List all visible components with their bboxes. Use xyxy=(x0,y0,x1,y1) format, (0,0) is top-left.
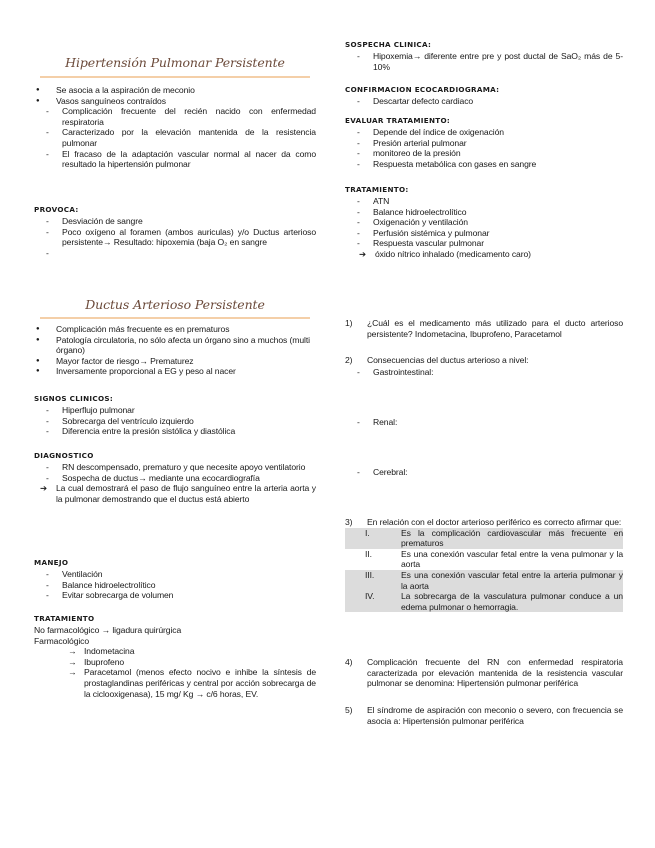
list-item: - Presión arterial pulmonar xyxy=(345,138,623,149)
list-item: - Respuesta vascular pulmonar xyxy=(345,238,623,249)
dap-title-underline xyxy=(40,317,310,319)
list-item: - Balance hidroelectrolítico xyxy=(34,580,316,591)
arrow-icon: → xyxy=(68,656,77,667)
farmacologico-text: Farmacológico xyxy=(34,635,90,646)
option-text: Es una conexión vascular fetal entre la vena pulmonar y la aorta xyxy=(401,548,623,570)
list-item: - Desviación de sangre xyxy=(34,216,316,227)
option-number: III. xyxy=(365,569,375,580)
list-item: - Oxigenación y ventilación xyxy=(345,217,623,228)
list-item: ● Complicación más frecuente es en prematuros xyxy=(34,324,316,335)
list-item xyxy=(345,249,623,260)
evaluar-heading: EVALUAR TRATAMIENTO: xyxy=(345,116,451,125)
question-text: En relación con el doctor arterioso periférico es correcto afirmar que: xyxy=(367,517,622,527)
question-number: 1) xyxy=(345,318,353,328)
no-farmacologico-text: No farmacológico → ligadura quirúrgica xyxy=(34,625,182,635)
evaluar-section xyxy=(345,116,623,169)
list-item: - Renal: xyxy=(345,417,623,428)
option-text: La sobrecarga de la vasculatura pulmonar conduce a un edema pulmonar o hemorragia. xyxy=(401,591,623,612)
question-number: 4) xyxy=(345,657,353,667)
list-item: - Evitar sobrecarga de volumen xyxy=(34,590,316,601)
drug-name: Ibuprofeno xyxy=(84,656,125,667)
confirmacion-heading: CONFIRMACION ECOCARDIOGRAMA: xyxy=(345,85,500,94)
dap-section xyxy=(34,324,316,377)
arrow-icon: ➔ xyxy=(359,248,367,259)
provoca-heading: PROVOCA: xyxy=(34,205,79,214)
list-item: - Descartar defecto cardiaco xyxy=(345,96,623,107)
hpp-provoca-section xyxy=(34,205,316,259)
question-text: Consecuencias del ductus arterioso a nivel: xyxy=(367,355,529,365)
sospecha-heading: SOSPECHA CLINICA: xyxy=(345,40,432,49)
list-item: - RN descompensado, prematuro y que necesite apoyo ventilatorio xyxy=(34,462,316,473)
question-text: Complicación frecuente del RN con enfermedad respiratoria caracterizada por elevación mantenida de la resistencia vascular pulmonar se denomina: Hipertensión pulmonar periférica xyxy=(367,657,623,689)
list-item: ● Inversamente proporcional a EG y peso al nacer xyxy=(34,366,316,377)
option-ii xyxy=(345,549,623,570)
option-text: Es la complicación cardiovascular más frecuente en prematuros xyxy=(401,527,623,549)
hpp-tratamiento-heading: TRATAMIENTO: xyxy=(345,185,409,194)
hpp-tratamiento-section xyxy=(345,185,623,260)
list-item: - Hiperflujo pulmonar xyxy=(34,405,316,416)
list-item: ● Se asocia a la aspiración de meconio xyxy=(34,85,316,96)
list-item: ● Vasos sanguíneos contraídos xyxy=(34,96,316,107)
question-text: ¿Cuál es el medicamento más utilizado para el ducto arterioso persistente? Indometacina, Ibuprofeno, Paracetamol xyxy=(367,318,623,339)
question-4 xyxy=(345,657,623,689)
question-number: 5) xyxy=(345,705,353,715)
list-item xyxy=(34,657,316,668)
list-item: - El fracaso de la adaptación vascular normal al nacer da como resultado la hipertensión pulmonar xyxy=(34,149,316,170)
hpp-title-underline xyxy=(40,76,310,78)
option-number: II. xyxy=(365,548,372,559)
drug-name: Paracetamol (menos efecto nocivo e inhibe la síntesis de prostaglandinas periféricas y central por acción sobrecarga de la ciclooxigenasa), 15 mg/ Kg → c/6 horas, EV. xyxy=(84,667,316,699)
list-item: ● Patología circulatoria, no sólo afecta un órgano sino a muchos (multi órgano) xyxy=(34,335,316,356)
list-item: ● Mayor factor de riesgo→ Prematurez xyxy=(34,356,316,367)
manejo-heading: MANEJO xyxy=(34,558,69,567)
option-number: I. xyxy=(365,527,370,538)
list-item xyxy=(34,248,316,259)
question-number: 2) xyxy=(345,355,353,365)
list-item: - Depende del índice de oxigenación xyxy=(345,127,623,138)
manejo-section xyxy=(34,558,316,601)
list-item: - Diferencia entre la presión sistólica y diastólica xyxy=(34,426,316,437)
diagnostico-heading: DIAGNOSTICO xyxy=(34,451,94,460)
trat-arrow-text: óxido nítrico inhalado (medicamento caro) xyxy=(375,248,531,259)
question-number: 3) xyxy=(345,517,353,527)
question-3 xyxy=(345,517,623,612)
signos-heading: SIGNOS CLINICOS: xyxy=(34,394,114,403)
question-1 xyxy=(345,318,623,339)
list-item xyxy=(34,667,316,699)
list-item: - Sospecha de ductus→ mediante una ecocardiografía xyxy=(34,473,316,484)
drug-name: Indometacina xyxy=(84,646,135,657)
option-text: Es una conexión vascular fetal entre la arteria pulmonar y la aorta xyxy=(401,569,623,591)
signos-section xyxy=(34,394,316,437)
confirmacion-section xyxy=(345,85,623,107)
list-item: - ATN xyxy=(345,196,623,207)
list-item: - monitoreo de la presión xyxy=(345,148,623,159)
list-item: - Gastrointestinal: xyxy=(345,367,623,378)
question-text: El síndrome de aspiración con meconio o severo, con frecuencia se asocia a: Hipertensión pulmonar periférica xyxy=(367,705,623,726)
arrow-icon: → xyxy=(68,667,77,678)
arrow-icon: ➔ xyxy=(40,483,48,494)
hpp-title: Hipertensión Pulmonar Persistente xyxy=(65,55,285,70)
option-iii xyxy=(345,570,623,591)
q2-item-gastro xyxy=(345,367,623,378)
list-item: - Caracterizado por la elevación mantenida de la resistencia pulmonar xyxy=(34,127,316,148)
list-item: - Poco oxígeno al foramen (ambos auriculas) y/o Ductus arterioso persistente→ Resultado: hipoxemia (baja O₂ en sangre xyxy=(34,227,316,248)
list-item: - Hipoxemia→ diferente entre pre y post ductal de SaO₂ más de 5-10% xyxy=(345,51,623,72)
list-item xyxy=(34,483,316,504)
list-item xyxy=(34,646,316,657)
list-item: - Balance hidroelectrolítico xyxy=(345,207,623,218)
list-item: - Respuesta metabólica con gases en sangre xyxy=(345,159,623,170)
option-iv xyxy=(345,591,623,612)
dap-tratamiento-section xyxy=(34,614,316,699)
option-i xyxy=(345,528,623,549)
diagnostico-section xyxy=(34,451,316,504)
arrow-icon: → xyxy=(68,646,77,657)
list-item: - Cerebral: xyxy=(345,467,623,478)
dap-title: Ductus Arterioso Persistente xyxy=(85,297,265,312)
diagnostico-arrow-text: La cual demostrará el paso de flujo sanguíneo entre la arteria aorta y la pulmonar demostrando que el ductus está abierto xyxy=(56,483,316,504)
q2-item-renal xyxy=(345,417,623,428)
list-item: - Sobrecarga del ventrículo izquierdo xyxy=(34,416,316,427)
q2-item-cerebral xyxy=(345,467,623,478)
list-item: - Complicación frecuente del recién nacido con enfermedad respiratoria xyxy=(34,106,316,127)
question-5 xyxy=(345,705,623,726)
question-2 xyxy=(345,355,623,366)
list-item: - Perfusión sistémica y pulmonar xyxy=(345,228,623,239)
hpp-section xyxy=(34,85,316,170)
option-number: IV. xyxy=(365,591,375,602)
list-item: - Ventilación xyxy=(34,569,316,580)
sospecha-section xyxy=(345,40,623,72)
dap-tratamiento-heading: TRATAMIENTO xyxy=(34,614,95,623)
